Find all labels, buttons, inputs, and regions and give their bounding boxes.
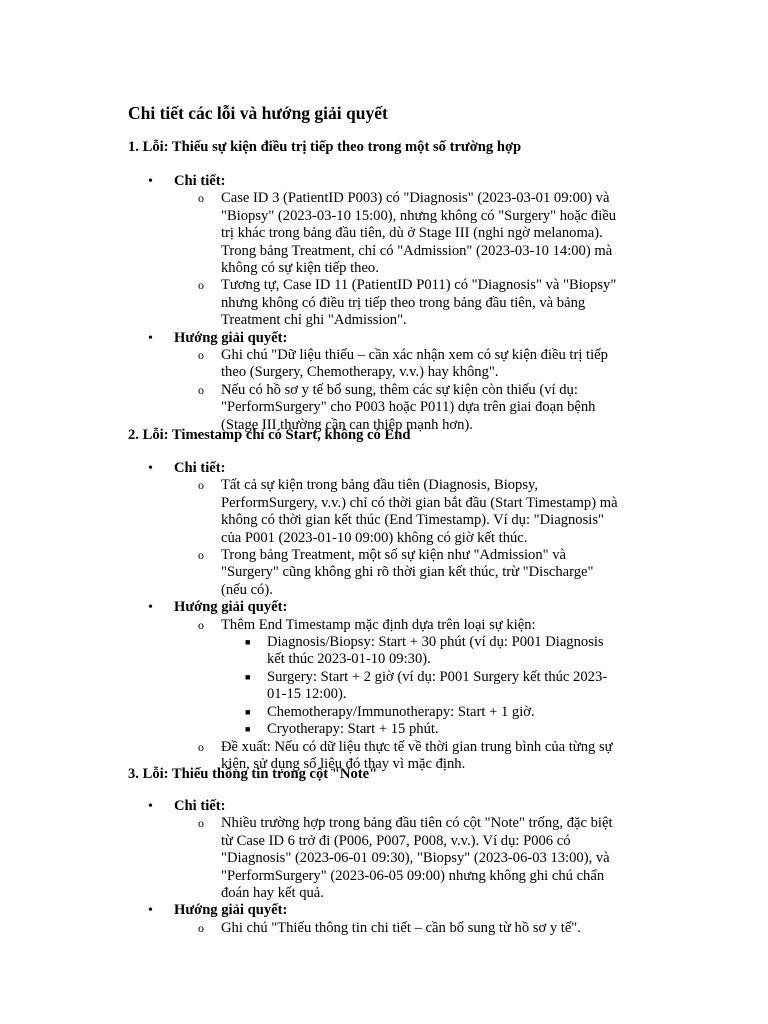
list-item xyxy=(174,347,621,382)
solution-label: Hướng giải quyết: xyxy=(174,599,288,616)
bullet-icon: • xyxy=(148,903,153,919)
list-item-text: Tất cả sự kiện trong bảng đầu tiên (Diagnosis, Biopsy, PerformSurgery, v.v.) chỉ có thời gian bắt đầu (Start Timestamp) mà không có thời gian kết thúc (End Timestamp). Ví dụ: "Diagnosis" của P001 (2023-01-10 09:00) không có giờ kết thúc. xyxy=(221,477,618,546)
sub-list-item xyxy=(221,721,621,738)
circle-bullet-icon: o xyxy=(198,617,204,632)
sub-list-item xyxy=(221,669,621,704)
detail-label: Chi tiết: xyxy=(174,460,226,476)
bullet-icon: • xyxy=(148,461,153,476)
section-3-body xyxy=(128,798,698,937)
bullet-icon: • xyxy=(148,600,153,616)
circle-bullet-icon: o xyxy=(198,382,204,397)
list-item-text: Thêm End Timestamp mặc định dựa trên loại sự kiện: xyxy=(221,616,536,633)
detail-label: Chi tiết: xyxy=(174,173,226,189)
detail-list-item xyxy=(128,460,698,599)
detail-label: Chi tiết: xyxy=(174,798,226,814)
list-item-text: Ghi chú "Thiếu thông tin chi tiết – cần bổ sung từ hồ sơ y tế". xyxy=(221,919,581,936)
solution-list-item xyxy=(128,330,698,434)
list-item xyxy=(174,477,621,547)
page-title: Chi tiết các lỗi và hướng giải quyết xyxy=(128,103,388,123)
sub-list-item xyxy=(221,634,621,669)
list-item xyxy=(174,617,621,739)
solution-label: Hướng giải quyết: xyxy=(174,902,288,919)
list-item-text: Ghi chú "Dữ liệu thiếu – cần xác nhận xem có sự kiện điều trị tiếp theo (Surgery, Chemotherapy, v.v.) hay không". xyxy=(221,347,608,381)
list-item-text: Nhiều trường hợp trong bảng đầu tiên có cột "Note" trống, đặc biệt từ Case ID 6 trở đi (P006, P007, P008, v.v.). Ví dụ: P006 có "Diagnosis" (2023-06-01 09:30), "Biopsy" (2023-06-03 13:00), và "PerformSurgery" (2023-06-05 09:00) nhưng không ghi chú chẩn đoán hay kết quả. xyxy=(221,815,613,902)
square-bullet-icon: ■ xyxy=(245,706,251,717)
bullet-icon: • xyxy=(148,799,153,814)
circle-bullet-icon: o xyxy=(198,278,204,293)
section-3-title: 3. Lỗi: Thiếu thông tin trong cột "Note" xyxy=(128,766,378,782)
solution-label: Hướng giải quyết: xyxy=(174,329,288,346)
circle-bullet-icon: o xyxy=(198,548,204,563)
circle-bullet-icon: o xyxy=(198,478,204,493)
section-1-body xyxy=(128,173,698,434)
sub-list-item-text: Diagnosis/Biopsy: Start + 30 phút (ví dụ: P001 Diagnosis kết thúc 2023-01-10 09:30). xyxy=(267,634,604,668)
sub-list-item-text: Chemotherapy/Immunotherapy: Start + 1 giờ. xyxy=(267,703,535,720)
detail-list-item xyxy=(128,798,698,902)
list-item-text: Trong bảng Treatment, một số sự kiện như "Admission" và "Surgery" cũng không ghi rõ thời gian kết thúc, trừ "Discharge" (nếu có). xyxy=(221,547,594,598)
square-bullet-icon: ■ xyxy=(245,724,251,735)
list-item-text: Tương tự, Case ID 11 (PatientID P011) có "Diagnosis" và "Biopsy" nhưng không có điều trị tiếp theo trong bảng đầu tiên, và bảng Treatment chỉ ghi "Admission". xyxy=(221,277,617,329)
circle-bullet-icon: o xyxy=(198,348,204,363)
circle-bullet-icon: o xyxy=(198,920,204,935)
square-bullet-icon: ■ xyxy=(245,637,251,648)
circle-bullet-icon: o xyxy=(198,816,204,831)
circle-bullet-icon: o xyxy=(198,739,204,754)
list-item xyxy=(174,815,621,902)
list-item-text: Case ID 3 (PatientID P003) có "Diagnosis" (2023-03-01 09:00) và "Biopsy" (2023-03-10 15:00), nhưng không có "Surgery" hoặc điều trị khác trong bảng đầu tiên, dù ở Stage III (nghi ngờ melanoma). Trong bảng Treatment, chỉ có "Admission" (2023-03-10 14:00) mà không có sự kiện tiếp theo. xyxy=(221,190,617,277)
list-item xyxy=(174,920,621,937)
list-item xyxy=(174,277,621,329)
bullet-icon: • xyxy=(148,174,153,189)
solution-list-item xyxy=(128,599,698,773)
detail-list-item xyxy=(128,173,698,330)
bullet-icon: • xyxy=(148,330,153,346)
list-item-text: Nếu có hồ sơ y tế bổ sung, thêm các sự kiện còn thiếu (ví dụ: "PerformSurgery" cho P003 hoặc P011) dựa trên giai đoạn bệnh (Stage III thường cần can thiệp mạnh hơn). xyxy=(221,381,596,433)
section-2-body xyxy=(128,460,698,773)
list-item xyxy=(174,547,621,599)
solution-list-item xyxy=(128,902,698,937)
sub-list-item-text: Cryotherapy: Start + 15 phút. xyxy=(267,721,439,738)
circle-bullet-icon: o xyxy=(198,191,204,206)
section-1-title: 1. Lỗi: Thiếu sự kiện điều trị tiếp theo trong một số trường hợp xyxy=(128,139,522,155)
sub-list-item xyxy=(221,704,621,721)
sub-list-item-text: Surgery: Start + 2 giờ (ví dụ: P001 Surgery kết thúc 2023-01-15 12:00). xyxy=(267,668,608,703)
list-item-text: Đề xuất: Nếu có dữ liệu thực tế về thời gian trung bình của từng sự kiện, sử dụng số liệu đó thay vì mặc định. xyxy=(221,738,613,772)
list-item xyxy=(174,190,621,277)
square-bullet-icon: ■ xyxy=(245,671,251,682)
section-2-title: 2. Lỗi: Timestamp chỉ có Start, không có End xyxy=(128,427,411,443)
